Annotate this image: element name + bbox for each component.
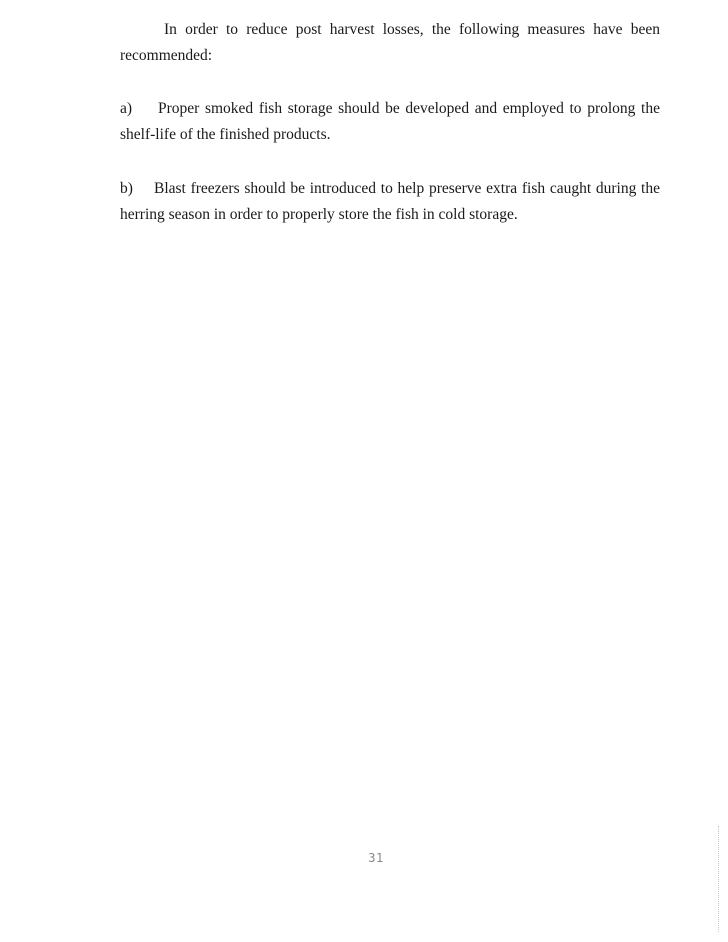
item-marker-b: b): [120, 180, 133, 197]
item-text-a: Proper smoked fish storage should be developed and employed to prolong the shelf-life of the finished products.: [120, 100, 660, 143]
page-number: 31: [368, 851, 384, 865]
item-text-b: Blast freezers should be introduced to help preserve extra fish caught during the herring season in order to properly store the fish in cold storage.: [120, 180, 660, 223]
intro-paragraph: In order to reduce post harvest losses, the following measures have been recommended:: [120, 21, 660, 64]
recommendation-item-a: [120, 96, 660, 148]
scan-edge-divider: [718, 826, 719, 932]
recommendation-item-b: [120, 176, 660, 228]
item-marker-a: a): [120, 100, 133, 117]
